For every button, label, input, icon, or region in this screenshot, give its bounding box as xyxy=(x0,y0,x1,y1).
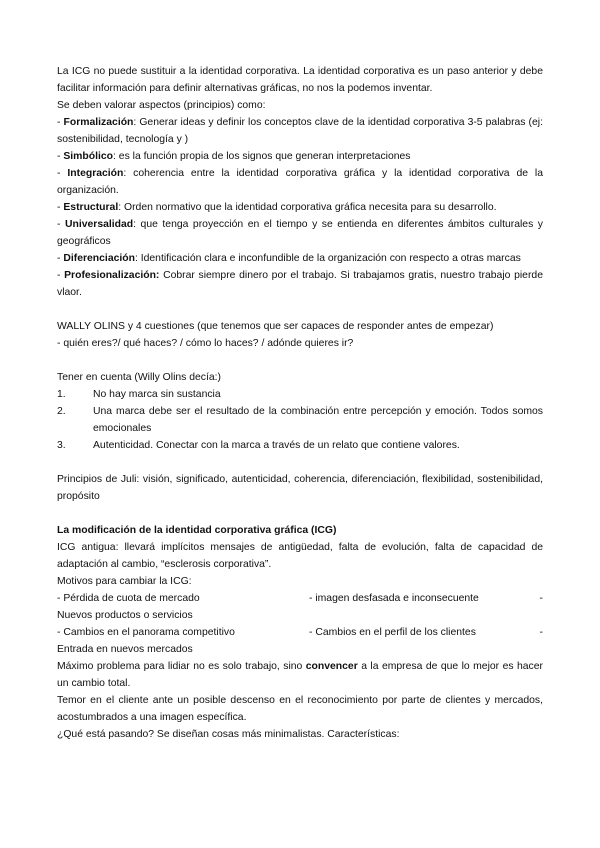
principle-term: Integración xyxy=(67,168,124,179)
numbered-item: 3. Autenticidad. Conectar con la marca a través de un relato que contiene valores. xyxy=(57,440,460,451)
juli-principles: Principios de Juli: visión, significado, autenticidad, coherencia, diferenciación, flexibilidad, sostenibilidad, propósito xyxy=(57,474,543,502)
maximo-problema: Máximo problema para lidiar no es solo trabajo, sino convencer a la empresa de que lo mejor es hacer un cambio total. xyxy=(57,661,543,689)
motivos-row: - Cambios en el panorama competitivo - Cambios en el perfil de los clientes - xyxy=(57,627,543,638)
numbered-item: 2. Una marca debe ser el resultado de la combinación entre percepción y emoción. Todos somos emocionales xyxy=(57,406,543,434)
spacer xyxy=(57,301,543,318)
section-title: La modificación de la identidad corporativa gráfica (ICG) xyxy=(57,525,337,536)
temor-cliente: Temor en el cliente ante un posible descenso en el reconocimiento por parte de clientes y mercados, acostumbrados a una imagen específica. xyxy=(57,695,543,723)
olins-heading: WALLY OLINS y 4 cuestiones (que tenemos que ser capaces de responder antes de empezar) xyxy=(57,321,494,332)
tener-heading: Tener en cuenta (Willy Olins decía:) xyxy=(57,372,222,383)
motivos-heading: Motivos para cambiar la ICG: xyxy=(57,576,192,587)
numbered-item: 1. No hay marca sin sustancia xyxy=(57,389,221,400)
principle-item: - Simbólico: es la función propia de los signos que generan interpretaciones xyxy=(57,151,411,162)
principle-item: - Profesionalización: Cobrar siempre dinero por el trabajo. Si trabajamos gratis, nuestro trabajo pierde vlaor. xyxy=(57,270,543,298)
olins-questions: - quién eres?/ qué haces? / cómo lo haces? / adónde quieres ir? xyxy=(57,338,354,349)
motivos-continuation: Nuevos productos o servicios xyxy=(57,610,193,621)
principle-term: Formalización xyxy=(63,117,134,128)
principle-term: Universalidad xyxy=(64,219,134,230)
principle-item: - Estructural: Orden normativo que la identidad corporativa gráfica necesita para su desarrollo. xyxy=(57,202,497,213)
spacer xyxy=(57,352,543,369)
principle-term: Estructural xyxy=(63,202,119,213)
que-pasa: ¿Qué está pasando? Se diseñan cosas más minimalistas. Características: xyxy=(57,729,400,740)
principle-item: - Formalización: Generar ideas y definir los conceptos clave de la identidad corporativa 3-5 palabras (ej: sostenibilidad, tecnología y ) xyxy=(57,117,543,145)
icg-antigua: ICG antigua: llevará implícitos mensajes de antigüedad, falta de evolución, falta de capacidad de adaptación al cambio, “esclerosis corporativa”. xyxy=(57,542,543,570)
principles-list xyxy=(57,114,543,301)
principle-item: - Universalidad: que tenga proyección en el tiempo y se entienda en diferentes ámbitos culturales y geográficos xyxy=(57,219,543,247)
tener-list xyxy=(57,386,543,454)
intro-paragraph: La ICG no puede sustituir a la identidad corporativa. La identidad corporativa es un paso anterior y debe facilitar información para definir alternativas gráficas, no nos la podemos inventar. xyxy=(57,66,543,94)
principle-term: Simbólico xyxy=(63,151,114,162)
principles-intro: Se deben valorar aspectos (principios) como: xyxy=(57,100,266,111)
principle-item: - Integración: coherencia entre la identidad corporativa gráfica y la identidad corporativa de la organización. xyxy=(57,168,543,196)
principle-item: - Diferenciación: Identificación clara e inconfundible de la organización con respecto a otras marcas xyxy=(57,253,521,264)
spacer xyxy=(57,454,543,471)
motivos-continuation: Entrada en nuevos mercados xyxy=(57,644,193,655)
motivos-row: - Pérdida de cuota de mercado - imagen desfasada e inconsecuente - xyxy=(57,593,543,604)
principle-term: Profesionalización: xyxy=(64,270,160,281)
spacer xyxy=(57,505,543,522)
principle-term: Diferenciación xyxy=(63,253,135,264)
